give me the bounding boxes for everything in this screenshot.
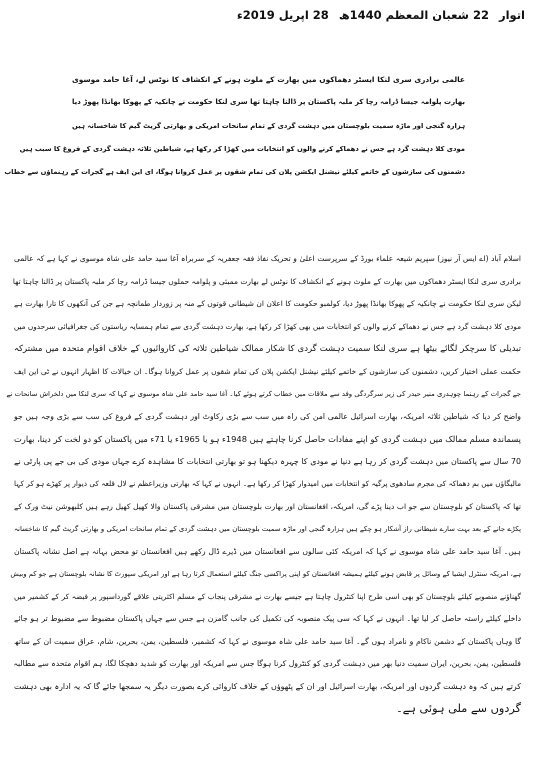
article-body — [6, 248, 521, 721]
body-line: مالیگاؤں میں بم دھماکہ کی مجرم سادھوی پرگیہ کو انتخابات میں امیدوار کھڑا کر رکھا ہے۔ انہوں نے کہا کہ بھارتی وزیراعظم نے لال قلعہ کی دیوار پر کھڑے ہو کر کہا — [14, 479, 521, 489]
body-line: اسلام آباد (اے ایس آر نیوز) سپریم شیعہ علماء بورڈ کے سرپرست اعلیٰ و تحریک نفاذ فقہ جعفریہ کے سربراہ آغا سید حامد علی شاہ موسوی نے کہا ہے کہ عالمی — [14, 254, 521, 264]
body-line: گردوں سے ملی ہوئی ہے۔ — [396, 702, 521, 716]
headline-line: دشمنوں کی سازشوں کے خاتمے کیلئے نیشنل ایکشن پلان کی تمام شقوں پر عمل کروانا ہوگا، ای این ایف ہے گجرات کے رہنماؤں سے خطاب — [4, 168, 465, 177]
body-line: کرتے ہیں کہ وہ دہشت گردوں اور امریکہ، بھارت اسرائیل اور ان کے پٹھوؤں کے خلاف کاروائی کرے بصورت دیگر یہ سمجھا جائے گا کہ یہ ادارہ بھی دہشت — [14, 681, 521, 691]
body-line: مودی کلا دہشت گرد ہے جس نے دھماکے کرنے والوں کو انتخابات میں بھی کھڑا کر رکھا ہے، بھارت دہشت گردی سے تمام ہمسایہ ریاستوں کی جغرافیائی سرحدوں میں — [13, 321, 521, 331]
body-line: واضح کر دیا کہ شیاطین ثلاثہ امریکہ، بھارت اسرائیل عالمی امن کی راہ میں سب سے بڑی رکاوٹ اور دہشت گردی کے فروغ کی سب سے بڑی وجہ ہیں جو — [14, 411, 521, 421]
body-line: پسماندہ مسلم ممالک میں دہشت گردی کو اپنے مفادات حاصل کرنا چاہتے ہیں 1948ء ہو یا 1965ء یا 71ء میں پاکستان کو دو لخت کر دینا، بھارت — [14, 434, 521, 445]
body-line: پکڑے جانے کے بعد بہت سارے شیطانی راز آشکار ہو چکے ہیں ہزارہ گنجی اور ماڑہ سمیت بلوچستان میں دہشت گردی کے تمام سانحات امریکی و بھارتی گریٹ گیم کا شاخسانہ — [14, 525, 521, 534]
body-line: تھا کہ پاکستان کو بلوچستان سے جو اب دینا پڑے گی، امریکہ، افغانستان اور بھارت بلوچستان میں مشرقی پاکستان والا کھیل کھیل رہے ہیں کلبھوشن نیٹ ورک کے — [14, 501, 521, 511]
body-line: 70 سال سے پاکستان میں دہشت گردی کر رہا ہے دنیا نے مودی کا چہرہ دیکھنا ہو تو بھارتی انتخابات کا مشاہدہ کرے جہاں مودی کی بی جے پی پارٹی نے — [14, 456, 521, 466]
dateline-hijri: 22 شعبان المعظم 1440ھ — [338, 8, 489, 22]
body-line: جے گجرات کے رہنما چوہدری منیر حیدر کی زیر سرگردگی وفد سے ملاقات میں خطاب کرتے ہوئے کیا۔ آغا سید حامد علی شاہ موسوی نے کہا کہ سری لنکا میں دلخراش سانحات نے — [6, 390, 521, 399]
headline-line: عالمی برادری سری لنکا ایسٹر دھماکوں میں بھارت کے ملوث ہونے کے انکشاف کا نوٹس لے، آغا حامد موسوی — [72, 75, 465, 84]
body-line: فلسطین، یمن، بحرین، ایران سمیت دنیا بھر میں دہشت گردی کو کنٹرول کرنا ہوگا جس سے امریکہ اور بھارت کو شدید دھچکا لگا، ہم اقوام متحدہ سے مطالبہ — [13, 659, 521, 669]
body-line: تبدیلی کا سرچکر لگائے بیٹھا ہے سری لنکا سمیت دہشت گردی کا شکار ممالک شیاطین ثلاثہ کی کاروائیوں کے خلاف اقوام متحدہ میں مشترکہ — [14, 344, 521, 355]
body-line: گا وہاں پاکستان کے دشمن ناکام و نامراد ہوں گے۔ آغا سید حامد علی شاہ موسوی نے کہا کہ کشمیر، فلسطین، یمن، بحرین، شام، عراق سمیت ان کے ساتھ — [14, 636, 521, 646]
body-line: لیکن سری لنکا حکومت نے چانکیہ کے پھوکا بھانڈا پھوڑ دیا، کولمبو حکومت کا اعلان ان شیطانی قوتوں کے منہ پر زوردار طمانچہ ہے جن کی آنکھوں کا تارا بھارت ہے — [14, 299, 521, 309]
headline-line: بھارت پلوامہ جیسا ڈرامہ رچا کر ملبہ پاکستان پر ڈالنا چاہتا تھا سری لنکا حکومت نے چانکیہ کے پھوکا بھانڈا پھوڑ دیا — [72, 98, 465, 107]
headline-line: ہزارہ گنجی اور ماڑہ سمیت بلوچستان میں دہشت گردی کے تمام سانحات امریکی و بھارتی گریٹ گیم کا شاخسانہ ہیں — [72, 121, 465, 130]
body-line: حکمت عملی اختیار کریں، دشمنوں کی سازشوں کے خاتمے کیلئے نیشنل ایکشن پلان کی تمام شقوں پر عمل کروانا ہوگا۔ ان خیالات کا اظہار انہوں نے ٹی این ایف — [14, 366, 521, 376]
body-line: برادری سری لنکا ایسٹر دھماکوں میں بھارت کے ملوث ہونے کے انکشاف کا نوٹس لے بھارت ممبئی و پلوامہ حملوں جیسا ڈرامہ رچا کر ملبہ پاکستان پر ڈالنا چاہتا تھا — [12, 276, 521, 286]
dateline — [10, 6, 527, 24]
headline-line: مودی کلا دہشت گرد ہے جس نے دھماکے کرنے والوں کو انتخابات میں کھڑا کر رکھا ہے، شیاطین ثلاثہ دہشت گردی کے فروغ کا سبب ہیں — [19, 144, 465, 153]
headline — [4, 68, 465, 184]
body-line: ہیں۔ آغا سید حامد علی شاہ موسوی نے کہا کہ امریکہ کئی سالوں سے افغانستان میں ڈیرے ڈال رکھے ہیں افغانستان تو محض بہانہ ہے اصل نشانہ پاکستان — [14, 546, 521, 556]
body-line: گھناؤنے منصوبے کیلئے بلوچستان کو بھی اسی طرح اپنا کنٹرول چاہتا ہے جیسے بھارت نے مشرقی پنجاب کے مسلم اکثریتی علاقے گورداسپور پر قبضہ کر کے کشمیر میں — [14, 591, 521, 601]
body-line: داخلے کیلئے راستہ حاصل کر لیا تھا۔ انہوں نے کہا کہ سی پیک منصوبہ کی تکمیل کی جانب گامزن ہے جس سے جہاں پاکستان مضبوط سے مضبوط تر ہو جائے — [14, 614, 521, 624]
dateline-day: اتوار — [498, 8, 525, 22]
dateline-gregorian: 28 اپریل 2019ء — [236, 8, 329, 22]
body-line: ہے، امریکہ سنٹرل ایشیا کے وسائل پر قابض ہونے کیلئے ہمیشہ افغانستان کو اپنی پراکسی جنگ کیلئے استعمال کرتا رہا ہے اور امریکی سپورٹ کا نشانہ بلوچستان ہے جو کم وبیش — [10, 570, 521, 579]
